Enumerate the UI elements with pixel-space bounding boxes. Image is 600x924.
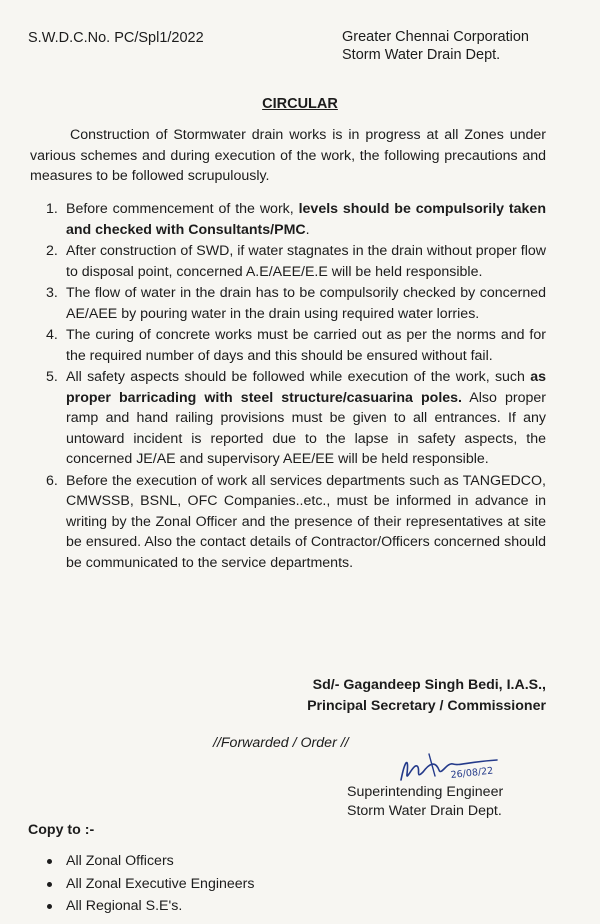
signature-date: 26/08/22 (450, 765, 494, 781)
item-emphasis: levels should be compulsorily taken and checked with Consultants/PMC (66, 201, 546, 238)
copy-to-list (46, 850, 254, 918)
item-text: After construction of SWD, if water stagnates in the drain without proper flow to disposal point, concerned A.E/AEE/E.E will be held responsible. (66, 243, 546, 280)
circular-title: CIRCULAR (262, 96, 338, 112)
list-item (46, 199, 546, 240)
item-text: . (305, 221, 310, 238)
item-text: Before commencement of the work, (66, 201, 299, 217)
officer-department: Storm Water Drain Dept. (347, 803, 502, 819)
item-text: The flow of water in the drain has to be compulsorily checked by concerned AE/AEE by pouring water in the drain using required water lorries. (66, 285, 546, 322)
officer-designation: Superintending Engineer (347, 784, 504, 800)
organization-name: Greater Chennai Corporation (342, 29, 529, 45)
bullet-icon (47, 859, 52, 864)
list-item (46, 367, 546, 470)
department-name: Storm Water Drain Dept. (342, 47, 501, 63)
reference-number: S.W.D.C.No. PC/Spl1/2022 (28, 30, 204, 46)
intro-paragraph: Construction of Stormwater drain works is in progress at all Zones under various schemes and during execution of the work, the following precautions and measures to be followed scrupulously. (30, 127, 546, 184)
item-text: Before the execution of work all services departments such as TANGEDCO, CMWSSB, BSNL, OFC Companies..etc., must be informed in advance in writing by the Zonal Officer and the presence of their representatives at site be ensured. Also the contact details of Contractor/Officers concerned should be communicated to the service departments. (66, 472, 546, 571)
item-emphasis: as proper barricading with steel structure/casuarina poles. (66, 369, 546, 406)
item-text: All safety aspects should be followed while execution of the work, such (66, 369, 531, 385)
list-item (46, 850, 254, 873)
item-number: 2. (46, 243, 58, 259)
list-item (46, 325, 546, 366)
bullet-icon (47, 882, 52, 887)
item-text: Also proper ramp and hand railing provisions must be given to all entrances. If any untoward incident is reported due to the lapse in safety aspects, the concerned JE/AE and supervisory AEE/EE will be held responsible. (66, 389, 546, 467)
recipient: All Regional S.E's. (66, 898, 183, 914)
list-item (46, 873, 254, 896)
list-item (46, 471, 546, 574)
list-item (46, 895, 254, 918)
item-number: 1. (46, 201, 58, 217)
item-number: 5. (46, 369, 58, 385)
signatory-name: Sd/- Gagandeep Singh Bedi, I.A.S., (312, 677, 546, 693)
signatory-designation: Principal Secretary / Commissioner (307, 698, 546, 714)
list-item (46, 241, 546, 282)
bullet-icon (47, 904, 52, 909)
item-number: 6. (46, 472, 58, 489)
item-number: 4. (46, 327, 58, 343)
recipient: All Zonal Executive Engineers (66, 875, 255, 892)
list-item (46, 283, 546, 324)
copy-to-label: Copy to :- (28, 822, 95, 838)
recipient: All Zonal Officers (66, 853, 174, 869)
item-number: 3. (46, 285, 58, 301)
precautions-list (46, 199, 546, 574)
organization-block (342, 28, 529, 64)
superintending-engineer-block (347, 783, 503, 821)
forwarded-order-note: //Forwarded / Order // (213, 735, 349, 751)
commissioner-signature-block (307, 675, 546, 717)
item-text: The curing of concrete works must be carried out as per the norms and for the required number of days and this should be ensured without fail. (66, 327, 546, 364)
